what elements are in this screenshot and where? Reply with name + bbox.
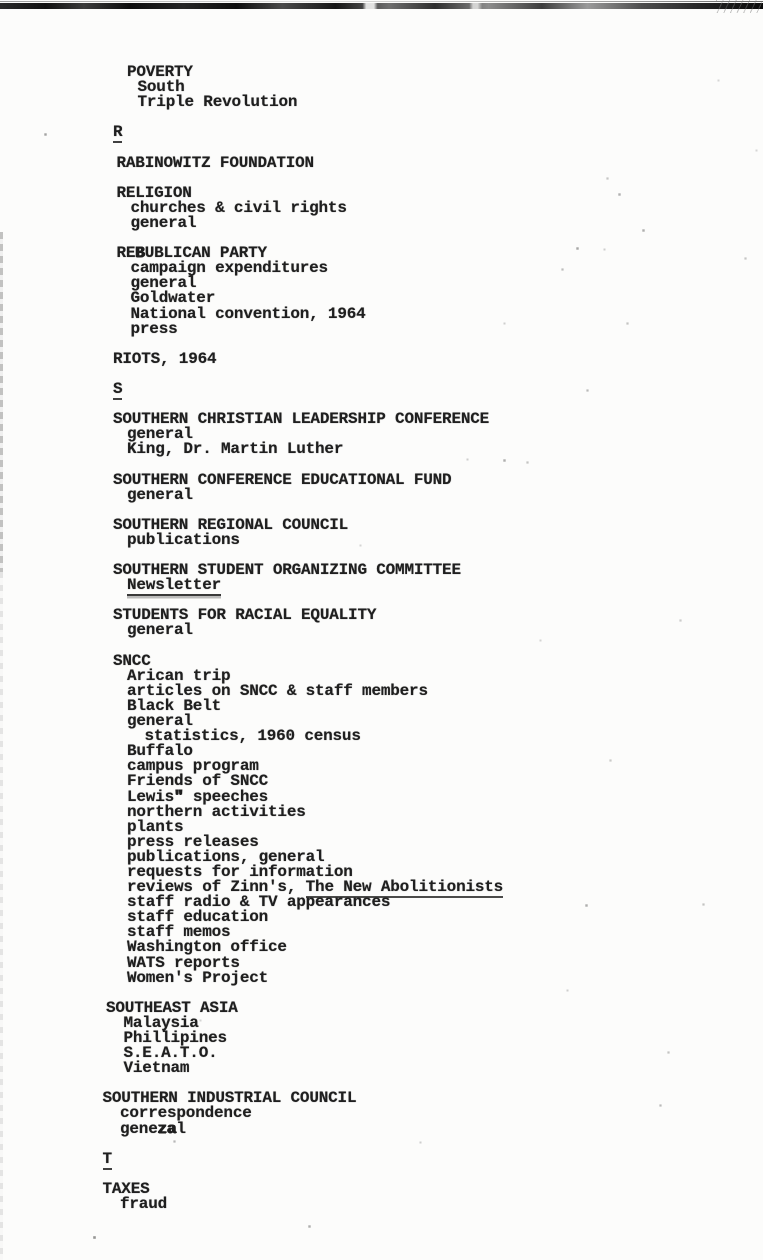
index-entry	[127, 442, 503, 457]
text-run: Washington office	[127, 938, 287, 957]
text-run: staff radio & TV appearances	[127, 893, 391, 912]
text-run: press releases	[127, 832, 259, 851]
index-entry	[138, 95, 504, 110]
text-run: campus program	[127, 757, 259, 776]
text-run: SOUTHERN REGIONAL COUNCIL	[113, 515, 349, 534]
index-entry	[127, 530, 503, 549]
index-entry	[127, 485, 503, 504]
index-heading	[116, 153, 504, 172]
text-run: general	[130, 274, 197, 293]
index-entry	[130, 319, 504, 338]
text-run: staff memos	[127, 923, 231, 942]
scan-edge-artifact-top-thin	[0, 1, 763, 2]
text-run: plants	[127, 817, 184, 836]
text-run: general	[127, 485, 193, 504]
index-entry	[124, 1061, 504, 1076]
text-run: l	[176, 1119, 186, 1138]
scan-edge-artifact-left	[0, 232, 3, 572]
text-run: SOUTHERN CHRISTIAN LEADERSHIP CONFERENCE	[113, 410, 490, 429]
text-run: Triple Revolution	[137, 93, 298, 112]
blank-line	[113, 110, 503, 125]
text-run: publications, general	[127, 847, 325, 866]
text-run: speeches	[183, 787, 269, 806]
text-run: TAXES	[102, 1179, 150, 1198]
text-run: RABINOWITZ FOUNDATION	[116, 153, 314, 172]
text-run: statistics, 1960 census	[144, 727, 361, 746]
blank-line	[113, 1167, 503, 1182]
text-run: RIOTS, 1964	[113, 349, 217, 368]
text-run: SOUTHERN INDUSTRIAL COUNCIL	[102, 1089, 357, 1108]
index-entry	[120, 1119, 503, 1138]
text-run: The New Abolitionists	[305, 878, 504, 897]
text-run: publications	[127, 530, 240, 549]
scan-edge-artifact-left-lower	[0, 572, 3, 1260]
text-run: UBLICAN PARTY	[144, 244, 267, 263]
scan-edge-artifact-top	[0, 3, 763, 9]
text-run: general	[127, 621, 193, 640]
text-run: churches & civil rights	[130, 198, 347, 217]
index-entry	[130, 304, 504, 323]
text-run: Newsletter	[127, 576, 222, 595]
blank-line	[113, 367, 503, 382]
text-run: fraud	[120, 1195, 168, 1214]
text-run: RELIGION	[116, 183, 192, 202]
blank-line	[113, 1137, 503, 1152]
text-run: Phillipines	[123, 1029, 227, 1047]
text-run: gene	[120, 1119, 158, 1138]
text-run: general	[127, 425, 193, 444]
index-entry	[120, 1197, 503, 1212]
text-run: northern activities	[127, 802, 306, 821]
text-run: general	[130, 213, 197, 232]
index-entry	[130, 213, 504, 232]
text-run: press	[130, 319, 178, 338]
text-run: staff education	[127, 908, 269, 927]
text-run: Buffalo	[127, 742, 193, 761]
text-run: SOUTHERN CONFERENCE EDUCATIONAL FUND	[113, 470, 452, 489]
scan-noise-specks	[0, 0, 1, 1]
text-run: general	[127, 712, 193, 731]
text-run: SOUTHEAST ASIA	[106, 998, 238, 1017]
text-run: Vietnam	[123, 1059, 190, 1078]
text-run: correspondence	[120, 1104, 252, 1123]
text-run: articles on SNCC & staff members	[127, 681, 428, 700]
blank-line	[113, 639, 503, 654]
text-run: T	[102, 1149, 112, 1168]
text-run: POVERTY	[127, 63, 193, 81]
text-run: WATS reports	[127, 953, 240, 972]
text-run: S	[113, 379, 123, 398]
text-run: Lewis	[127, 787, 175, 806]
text-run: "	[174, 787, 184, 806]
index-entry	[127, 578, 503, 593]
text-run: S.E.A.T.O.	[123, 1044, 218, 1063]
index-entry	[127, 968, 503, 987]
text-run: Friends of SNCC	[127, 772, 269, 791]
text-run: R	[113, 123, 123, 142]
text-run: B	[135, 244, 145, 263]
text-run: RE	[116, 244, 136, 263]
text-run: campaign expenditures	[130, 259, 328, 278]
text-run: Arican trip	[127, 666, 231, 685]
text-run: za	[157, 1119, 177, 1138]
letter-heading	[102, 1149, 504, 1168]
index-heading	[113, 349, 503, 368]
scan-scratch-marks	[716, 0, 762, 13]
text-run: Goldwater	[130, 289, 216, 308]
text-run: Women's Project	[127, 968, 269, 987]
index-list	[102, 63, 504, 1214]
text-run: STUDENTS FOR RACIAL EQUALITY	[113, 606, 377, 625]
text-run: South	[137, 78, 185, 97]
text-run: SNCC	[113, 651, 151, 670]
text-run: Black Belt	[127, 696, 222, 715]
letter-heading	[113, 125, 503, 140]
text-run: National convention, 1964	[130, 304, 366, 323]
text-run: Malaysia	[123, 1013, 199, 1032]
text-run: reviews of Zinn's,	[127, 878, 306, 897]
letter-heading	[113, 379, 503, 398]
text-run: King, Dr. Martin Luther	[127, 440, 344, 459]
index-sub-entry	[145, 729, 504, 744]
index-entry	[127, 623, 503, 638]
text-run: SOUTHERN STUDENT ORGANIZING COMMITTEE	[113, 561, 461, 580]
text-run: requests for information	[127, 862, 353, 881]
